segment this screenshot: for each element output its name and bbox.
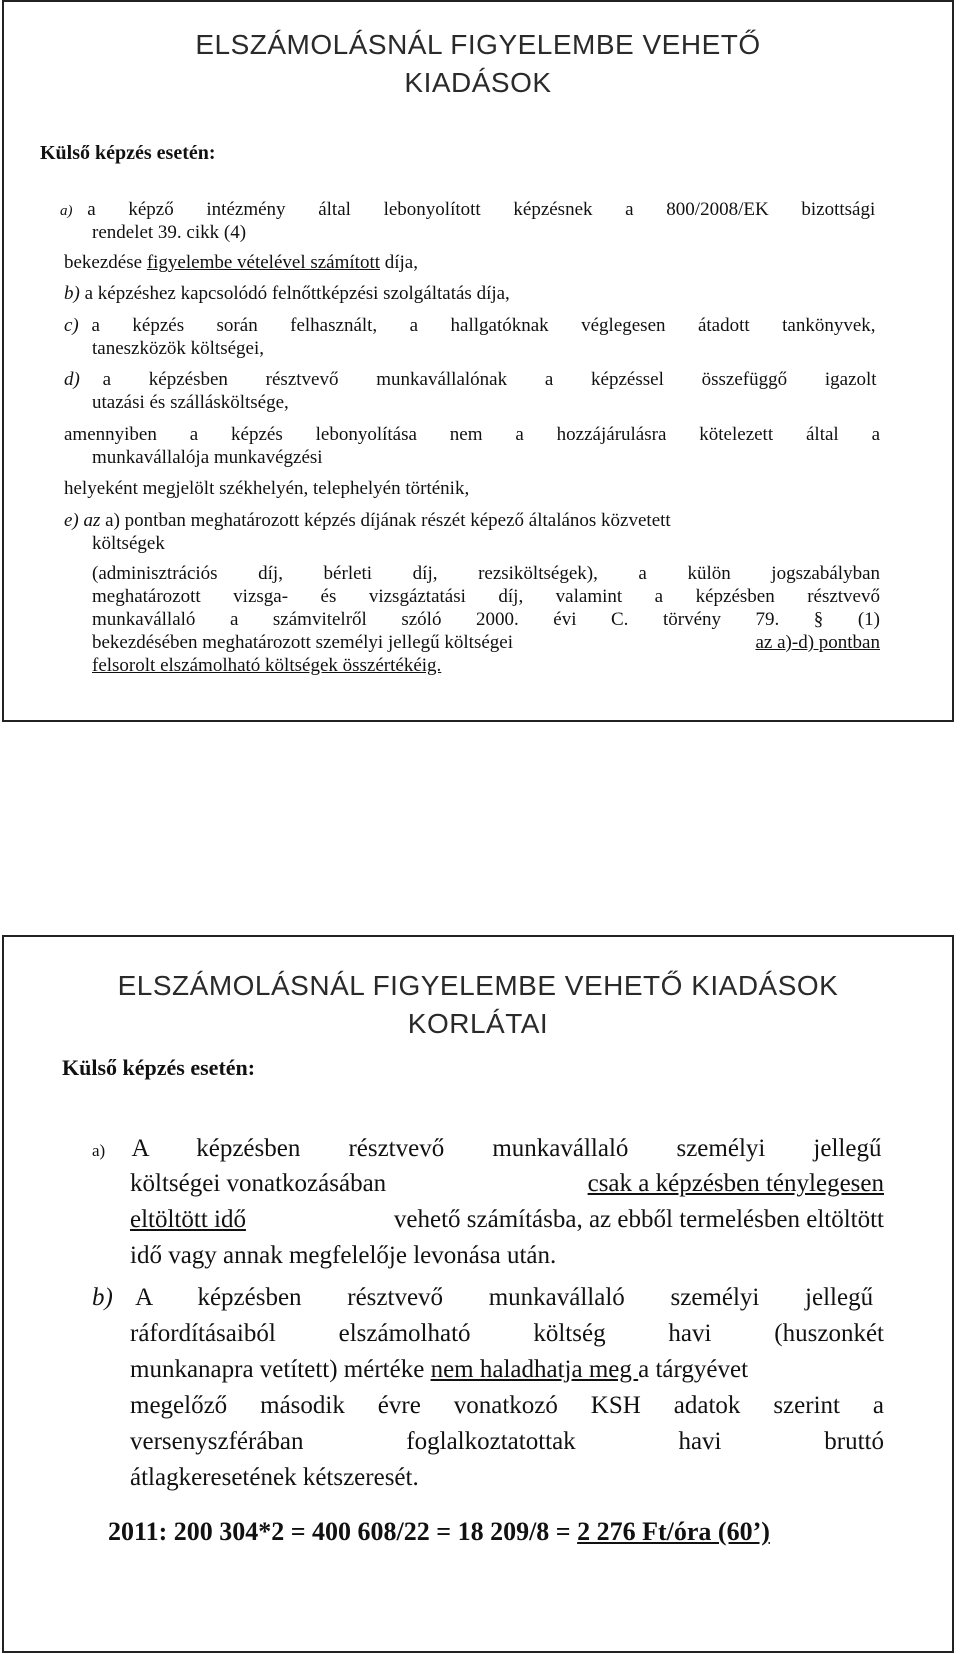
slide-1 bbox=[2, 0, 954, 722]
formula-pre: 2011: 200 304*2 = 400 608/22 = 18 209/8 = bbox=[108, 1517, 578, 1546]
limit-b-label: b) bbox=[92, 1284, 113, 1311]
limit-a-label: a) bbox=[92, 1141, 106, 1160]
item-a-line-2: rendelet 39. cikk (4) bbox=[92, 222, 247, 243]
slide-1-title-line-1: ELSZÁMOLÁSNÁL FIGYELEMBE VEHETŐ bbox=[195, 29, 761, 60]
condition-line-3: helyeként megjelölt székhelyén, telephelyén történik, bbox=[64, 478, 470, 499]
item-e-line-4: meghatározott vizsga- és vizsgáztatási díj, valamint a képzésben résztvevő bbox=[92, 586, 880, 607]
limit-b-line-3-underlined: nem haladhatja meg bbox=[430, 1356, 639, 1383]
slide-2-title bbox=[4, 967, 952, 1043]
item-a-line-3 bbox=[64, 251, 418, 274]
formula-result: 2 276 Ft/óra (60’) bbox=[577, 1517, 770, 1546]
limit-a-line-3 bbox=[130, 1205, 884, 1235]
item-e bbox=[64, 509, 671, 532]
item-b-label: b) bbox=[64, 283, 80, 304]
item-a-label: a) bbox=[60, 203, 73, 219]
limit-a-line-2 bbox=[130, 1169, 884, 1199]
slide-2-title-line-2: KORLÁTAI bbox=[407, 1008, 549, 1039]
item-c-label: c) bbox=[64, 315, 79, 336]
limit-a-line-1: A képzésben résztvevő munkavállaló személyi jellegű bbox=[131, 1135, 882, 1162]
condition-line-1: amennyiben a képzés lebonyolítása nem a hozzájárulásra kötelezett által a bbox=[64, 424, 880, 445]
limit-a-line-4: idő vagy annak megfelelője levonása után. bbox=[130, 1242, 557, 1269]
item-d-line-1: a képzésben résztvevő munkavállalónak a képzéssel összefüggő igazolt bbox=[102, 369, 877, 390]
item-c bbox=[64, 314, 880, 337]
limit-b-line-3-pre: munkanapra vetített) mértéke bbox=[130, 1356, 431, 1383]
slide-1-title-line-2: KIADÁSOK bbox=[404, 67, 552, 98]
slide-1-title bbox=[4, 26, 952, 102]
limit-a bbox=[92, 1134, 932, 1166]
limit-b-line-2: ráfordításaiból elszámolható költség havi (huszonkét bbox=[130, 1320, 884, 1347]
item-d-label: d) bbox=[64, 369, 80, 390]
item-c-line-2: taneszközök költségei, bbox=[92, 338, 265, 359]
item-e-label: e) az bbox=[64, 510, 101, 531]
item-d bbox=[64, 368, 880, 391]
limit-b-line-4: megelőző második évre vonatkozó KSH adatok szerint a bbox=[130, 1392, 884, 1419]
item-a-line-3-post: díja, bbox=[380, 252, 418, 273]
item-e-line-6-pre: bekezdésében meghatározott személyi jellegű költségei bbox=[92, 632, 513, 653]
item-e-line-2: költségek bbox=[92, 533, 165, 554]
limit-a-line-2-underlined: csak a képzésben ténylegesen bbox=[587, 1170, 884, 1197]
item-e-line-3: (adminisztrációs díj, bérleti díj, rezsiköltségek), a külön jogszabályban bbox=[92, 563, 880, 584]
item-a-line-3-underlined: figyelembe vételével számított bbox=[146, 252, 380, 273]
limit-b-line-1: A képzésben résztvevő munkavállaló személyi jellegű bbox=[135, 1284, 874, 1311]
item-e-line-1: a) pontban meghatározott képzés díjának részét képező általános közvetett bbox=[100, 510, 671, 531]
formula-2011 bbox=[108, 1517, 770, 1547]
slide-2-subtitle: Külső képzés esetén: bbox=[62, 1055, 256, 1080]
limit-a-line-3-underlined: eltöltött idő bbox=[130, 1206, 246, 1233]
limit-b-line-3-post: a tárgyévet bbox=[638, 1356, 749, 1383]
slide-2 bbox=[2, 935, 954, 1653]
slide-2-title-line-1: ELSZÁMOLÁSNÁL FIGYELEMBE VEHETŐ KIADÁSOK bbox=[117, 970, 839, 1001]
item-a bbox=[60, 198, 880, 223]
item-d-line-2: utazási és szállásköltsége, bbox=[92, 392, 289, 413]
item-e-line-6 bbox=[92, 631, 880, 654]
limit-b-line-5: versenyszférában foglalkoztatottak havi bruttó bbox=[130, 1428, 884, 1455]
slide-1-subtitle: Külső képzés esetén: bbox=[40, 142, 216, 164]
item-c-line-1: a képzés során felhasznált, a hallgatóknak véglegesen átadott tankönyvek, bbox=[91, 315, 876, 336]
limit-b bbox=[92, 1283, 884, 1313]
limit-b-line-6: átlagkeresetének kétszeresét. bbox=[130, 1464, 419, 1491]
limit-b-line-3 bbox=[130, 1355, 884, 1385]
item-b bbox=[64, 282, 510, 305]
condition-line-2: munkavállalója munkavégzési bbox=[92, 447, 323, 468]
item-a-line-1: a képző intézmény által lebonyolított képzésnek a 800/2008/EK bizottsági bbox=[87, 199, 876, 220]
limit-a-line-2-pre: költségei vonatkozásában bbox=[130, 1170, 387, 1197]
limit-a-line-3-post: vehető számításba, az ebből termelésben eltöltött bbox=[393, 1206, 884, 1233]
item-a-line-3-pre: bekezdése bbox=[64, 252, 147, 273]
item-e-line-6-underlined: az a)-d) pontban bbox=[755, 632, 880, 653]
item-e-line-7: felsorolt elszámolható költségek összértékéig. bbox=[92, 655, 442, 676]
item-e-line-5: munkavállaló a számvitelről szóló 2000. évi C. törvény 79. § (1) bbox=[92, 609, 880, 630]
item-b-text: a képzéshez kapcsolódó felnőttképzési szolgáltatás díja, bbox=[79, 283, 510, 304]
